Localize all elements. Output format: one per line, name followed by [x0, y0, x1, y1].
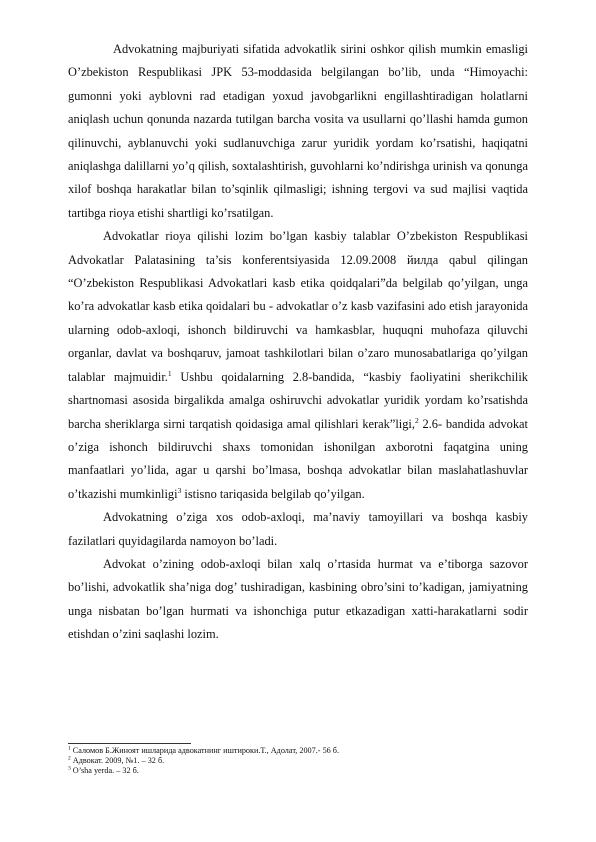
- footnote-marker-2: 2: [68, 755, 71, 762]
- paragraph-4-text: Advokat o’zining odob-axloqi bilan xalq o’rtasida hurmat va e’tiborga sazovor bo’lishi, advokatlik sha’niga dog’ tushiradigan, kasbining obro’sini to’kadigan, jamiyatning unga nisbatan bo’lgan hurmati va ishonchiga putur etkazadigan xatti-harakatlarni sodir etishdan o’zini saqlashi lozim.: [68, 556, 528, 642]
- footnote-3: [68, 766, 528, 776]
- footnote-text-2: Адвокат. 2009, №1. – 32 б.: [70, 756, 165, 766]
- footnotes: [68, 746, 528, 777]
- paragraph-2-text-c: 2.6- bandida advokat o’ziga ishonch bildiruvchi shaxs tomonidan ishonilgan axborotni faqatgina uning manfaatlari yo’lida, agar u qarshi bo’lmasa, boshqa advokatlar bilan maslahatlashuvlar o’tkazishi mumkinligi: [68, 416, 528, 501]
- paragraph-4: [68, 553, 528, 647]
- paragraph-2-text-a: Advokatlar rioya qilishi lozim bo’lgan kasbiy talablar O’zbekiston Respublikasi Advokatlar Palatasining ta’sis konferentsiyasida 12.09.2008 йилда qabul qilingan “O’zbekiston Respublikasi Advokatlari kasb etika qoidqalari”da belgilab qo’yilgan, unga ko’ra advokatlar kasb etika qoidalari bu - advokatlar o’z kasb vazifasini ado etish jarayonida ularning odob-axloqi, ishonch bildiruvchi va hamkasblar, huquqni muhofaza qiluvchi organlar, davlat va boshqaruv, jamoat tashkilotlari bilan o’zaro munosabatlariga qo’yilgan talablar majmuidir.: [68, 229, 528, 384]
- footnote-2: [68, 756, 528, 766]
- footnote-ref-2: 2: [414, 415, 419, 425]
- paragraph-1: [68, 38, 528, 225]
- footnote-marker-1: 1: [68, 745, 71, 752]
- paragraph-2-text-b: Ushbu qoidalarning 2.8-bandida, “kasbiy faoliyatini sherikchilik shartnomasi asosida birgalikda amalga oshiruvchi advokatlar yuridik yordam ko’rsatishda barcha sheriklarga sirni tarqatish qoidasiga amal qilishlari kerak”ligi,: [68, 369, 529, 431]
- footnote-marker-3: 3: [68, 765, 71, 772]
- body-text: [68, 38, 528, 647]
- footnote-text-3: O’sha yerda. – 32 б.: [70, 766, 139, 776]
- footnote-ref-1: 1: [167, 368, 172, 378]
- paragraph-2: [68, 225, 528, 506]
- footnote-separator: [68, 743, 191, 744]
- paragraph-2-text-d: istisno tariqasida belgilab qo’yilgan.: [181, 486, 365, 501]
- paragraph-1-text: Advokatning majburiyati sifatida advokatlik sirini oshkor qilish mumkin emasligi O’zbekiston Respublikasi JPK 53-moddasida belgilangan bo’lib, unda “Himoyachi: gumonni yoki ayblovni rad etadigan yoxud javobgarlikni engillashtiradigan holatlarni aniqlash uchun qonunda nazarda tutilgan barcha vosita va usullarni qo’llashi hamda gumon qilinuvchi, ayblanuvchi yoki sudlanuvchiga zarur yuridik yordam ko’rsatishi, haqiqatni aniqlashga dalillarni yo’q qilish, soxtalashtirish, guvohlarni ko’ndirishga urinish va qonunga xilof boshqa harakatlar bilan to’sqinlik qilmasligi; ishning tergovi va sud majlisi vaqtida tartibga rioya etishi shartligi ko’rsatilgan.: [68, 42, 528, 220]
- footnote-text-1: Саломов Б.Жиноят ишларида адвокатнинг иштироки.Т., Адолат, 2007.- 56 б.: [70, 746, 340, 755]
- paragraph-3-text: Advokatning o’ziga xos odob-axloqi, ma’naviy tamoyillari va boshqa kasbiy fazilatlari quyidagilarda namoyon bo’ladi.: [68, 510, 528, 548]
- paragraph-3: [68, 506, 528, 553]
- footnote-1: [68, 746, 528, 756]
- footnote-ref-3: 3: [177, 485, 182, 495]
